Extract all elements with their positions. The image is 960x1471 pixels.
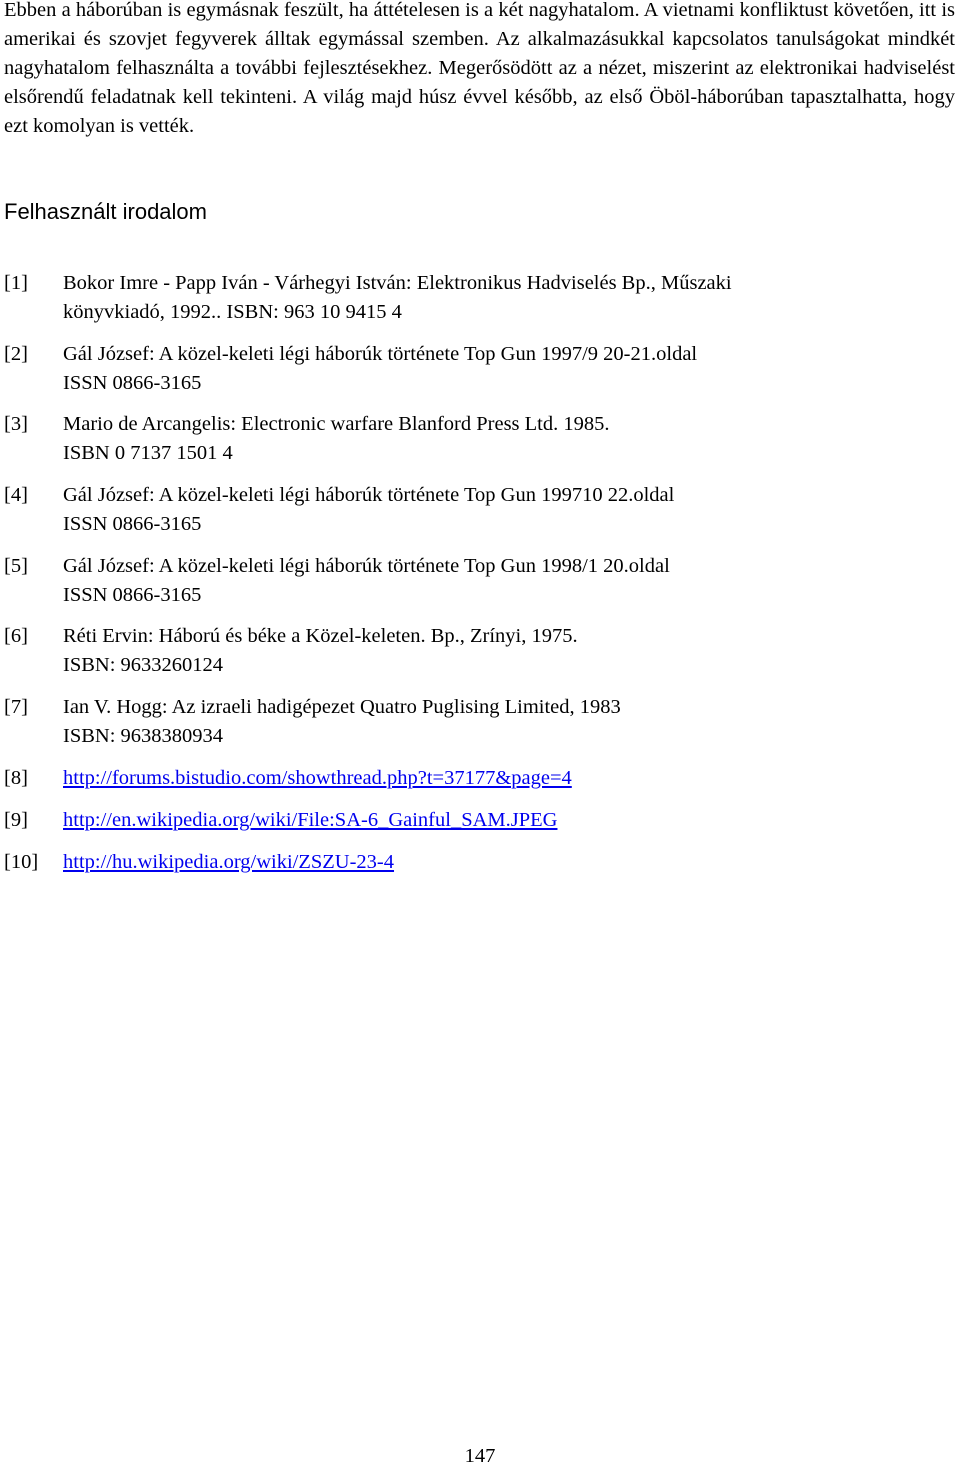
reference-text: Bokor Imre - Papp Iván - Várhegyi István: Elektronikus Hadviselés Bp., Műszaki	[63, 272, 732, 294]
reference-item-7	[4, 693, 955, 751]
reference-text: Gál József: A közel-keleti légi háborúk története Top Gun 1997/9 20-21.oldal	[63, 343, 698, 365]
reference-item-1	[4, 269, 955, 327]
reference-item-6	[4, 622, 955, 680]
reference-number: [7]	[4, 696, 28, 718]
reference-link[interactable]: http://forums.bistudio.com/showthread.php?t=37177&page=4	[63, 767, 572, 789]
reference-number: [8]	[4, 767, 28, 789]
reference-text: Réti Ervin: Háború és béke a Közel-keleten. Bp., Zrínyi, 1975.	[63, 625, 578, 647]
reference-text: ISBN 0 7137 1501 4	[63, 442, 233, 464]
reference-number: [6]	[4, 625, 28, 647]
reference-link[interactable]: http://en.wikipedia.org/wiki/File:SA-6_Gainful_SAM.JPEG	[63, 809, 558, 831]
reference-number: [10]	[4, 851, 39, 873]
reference-number: [2]	[4, 343, 28, 365]
reference-text: ISSN 0866-3165	[63, 372, 202, 394]
reference-link[interactable]: http://hu.wikipedia.org/wiki/ZSZU-23-4	[63, 851, 395, 873]
reference-item-9	[4, 806, 955, 835]
reference-text: Gál József: A közel-keleti légi háborúk története Top Gun 1998/1 20.oldal	[63, 555, 670, 577]
reference-number: [3]	[4, 413, 28, 435]
reference-text: ISBN: 9638380934	[63, 725, 224, 747]
reference-item-3	[4, 410, 955, 468]
reference-number: [1]	[4, 272, 28, 294]
reference-text: Gál József: A közel-keleti légi háborúk története Top Gun 199710 22.oldal	[63, 484, 675, 506]
reference-item-4	[4, 481, 955, 539]
reference-number: [4]	[4, 484, 28, 506]
page-number: 147	[464, 1445, 496, 1467]
reference-number: [5]	[4, 555, 28, 577]
reference-text: ISBN: 9633260124	[63, 654, 224, 676]
reference-text: ISSN 0866-3165	[63, 584, 202, 606]
reference-item-10	[4, 848, 955, 877]
reference-item-2	[4, 340, 955, 398]
reference-text: könyvkiadó, 1992.. ISBN: 963 10 9415 4	[63, 301, 402, 323]
body-paragraph: Ebben a háborúban is egymásnak feszült, ha áttételesen is a két nagyhatalom. A vietnami konfliktust követően, itt is amerikai és szovjet fegyverek álltak egymással szemben. Az alkalmazásukkal kapcsolatos tanulságokat mindkét nagyhatalom felhasználta a további fejlesztésekhez. Megerősödött az a nézet, miszerint az elektronikai hadviselést elsőrendű feladatnak kell tekinteni. A világ majd húsz évvel később, az első Öböl-háborúban tapasztalhatta, hogy ezt komolyan is vették.	[4, 0, 955, 137]
reference-item-8	[4, 764, 955, 793]
reference-item-5	[4, 552, 955, 610]
reference-text: Mario de Arcangelis: Electronic warfare Blanford Press Ltd. 1985.	[63, 413, 610, 435]
references-heading: Felhasznált irodalom	[4, 199, 207, 224]
reference-text: ISSN 0866-3165	[63, 513, 202, 535]
reference-number: [9]	[4, 809, 28, 831]
reference-text: Ian V. Hogg: Az izraeli hadigépezet Quatro Puglising Limited, 1983	[63, 696, 621, 718]
